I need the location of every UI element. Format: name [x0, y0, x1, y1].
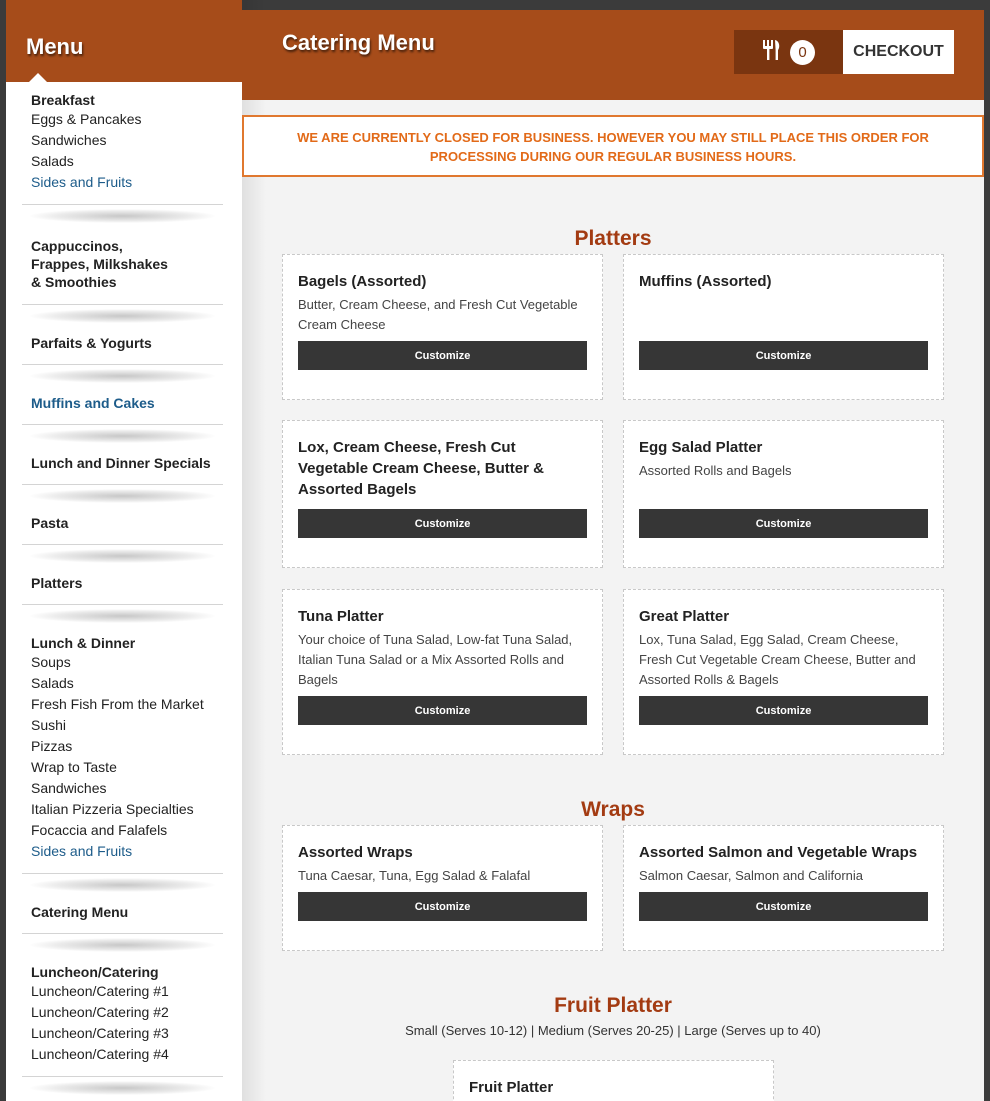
menu-card [282, 589, 603, 755]
menu-divider [22, 933, 223, 963]
menu-group-parfaits [31, 334, 242, 352]
sidebar-header [6, 0, 242, 82]
customize-button[interactable]: Customize [298, 696, 587, 725]
menu-divider [22, 304, 223, 334]
menu-card-description: Salmon Caesar, Salmon and California [639, 868, 864, 883]
menu-divider [22, 204, 223, 234]
menu-group-title[interactable]: Lunch & Dinner [31, 635, 136, 651]
menu-item[interactable]: Sandwiches [31, 780, 107, 796]
sidebar-title: Menu [26, 34, 84, 59]
menu-card-description: Tuna Caesar, Tuna, Egg Salad & Falafal [298, 868, 531, 883]
customize-button[interactable]: Customize [639, 892, 928, 921]
menu-card [453, 1060, 774, 1101]
menu-card-title: Fruit Platter [469, 1079, 554, 1096]
sidebar-notch [28, 73, 48, 83]
page-header [242, 10, 984, 100]
menu-group-title-line[interactable]: Cappuccinos, [31, 238, 123, 254]
menu-group-muffins [31, 394, 242, 412]
menu-divider [22, 364, 223, 394]
menu-divider [22, 484, 223, 514]
menu-item[interactable]: Salads [31, 675, 74, 691]
menu-item[interactable]: Sides and Fruits [31, 174, 133, 190]
menu-group-lunch-dinner [31, 634, 242, 862]
menu-divider [22, 544, 223, 574]
menu-group-title[interactable]: Platters [31, 575, 83, 591]
checkout-button[interactable]: CHECKOUT [843, 30, 954, 74]
menu-item[interactable]: Pizzas [31, 738, 73, 754]
menu-group-catering [31, 903, 242, 921]
section-subtitle-sizes: Small (Serves 10-12) | Medium (Serves 20-25) | Large (Serves up to 40) [405, 1023, 821, 1038]
menu-card-title: Assorted Wraps [298, 844, 413, 861]
menu-card [282, 254, 603, 400]
section-title-wraps: Wraps [581, 798, 645, 821]
menu-group-platters [31, 574, 242, 592]
menu-item[interactable]: Fresh Fish From the Market [31, 696, 204, 712]
menu-group-title[interactable]: Parfaits & Yogurts [31, 335, 152, 351]
menu-item[interactable]: Luncheon/Catering #2 [31, 1004, 169, 1020]
menu-item[interactable]: Italian Pizzeria Specialties [31, 801, 194, 817]
menu-group-title[interactable]: Muffins and Cakes [31, 395, 155, 411]
menu-card-title: Lox, Cream Cheese, Fresh Cut Vegetable Cream Cheese, Butter & Assorted Bagels [298, 439, 544, 498]
menu-group-title[interactable]: Breakfast [31, 92, 95, 108]
menu-divider [22, 424, 223, 454]
menu-group-title[interactable]: Lunch and Dinner Specials [31, 455, 211, 471]
menu-group-pasta [31, 514, 242, 532]
menu-card [282, 825, 603, 951]
main-content [242, 0, 984, 1101]
menu-card [282, 420, 603, 568]
menu-card [623, 589, 944, 755]
menu-group-lunch-dinner-specials [31, 454, 242, 472]
menu-item[interactable]: Luncheon/Catering #1 [31, 983, 169, 999]
sidebar-menu [6, 82, 242, 1101]
section-title-fruit-platter: Fruit Platter [554, 994, 672, 1017]
menu-group-title[interactable]: Luncheon/Catering [31, 964, 159, 980]
section-title-platters: Platters [574, 227, 652, 250]
closed-notice: WE ARE CURRENTLY CLOSED FOR BUSINESS. HOWEVER YOU MAY STILL PLACE THIS ORDER FOR PROCESSING DURING OUR REGULAR BUSINESS HOURS. [242, 115, 984, 177]
sidebar [6, 0, 242, 1101]
menu-divider [22, 604, 223, 634]
customize-button[interactable]: Customize [639, 509, 928, 538]
customize-button[interactable]: Customize [298, 509, 587, 538]
menu-item[interactable]: Soups [31, 654, 71, 670]
menu-card-description: Butter, Cream Cheese, and Fresh Cut Vegetable Cream Cheese [298, 297, 578, 332]
cart-count: 0 [790, 40, 815, 65]
menu-item[interactable]: Eggs & Pancakes [31, 111, 142, 127]
menu-divider [22, 1076, 223, 1101]
menu-item[interactable]: Luncheon/Catering #4 [31, 1046, 169, 1062]
menu-card-title: Tuna Platter [298, 608, 384, 625]
menu-item[interactable]: Sushi [31, 717, 67, 733]
menu-item[interactable]: Wrap to Taste [31, 759, 117, 775]
page-title: Catering Menu [282, 30, 435, 55]
customize-button[interactable]: Customize [639, 696, 928, 725]
customize-button[interactable]: Customize [639, 341, 928, 370]
menu-card-title: Muffins (Assorted) [639, 273, 772, 290]
menu-item[interactable]: Salads [31, 153, 74, 169]
menu-item[interactable]: Sides and Fruits [31, 843, 133, 859]
menu-item[interactable]: Focaccia and Falafels [31, 822, 168, 838]
menu-item[interactable]: Luncheon/Catering #3 [31, 1025, 169, 1041]
cart-button[interactable] [734, 30, 843, 74]
menu-card-description: Lox, Tuna Salad, Egg Salad, Cream Cheese, Fresh Cut Vegetable Cream Cheese, Butter and Assorted Rolls & Bagels [639, 632, 916, 687]
top-strip [242, 0, 984, 10]
menu-group-title[interactable]: Pasta [31, 515, 69, 531]
menu-card-description: Your choice of Tuna Salad, Low-fat Tuna Salad, Italian Tuna Salad or a Mix Assorted Rolls and Bagels [298, 632, 573, 687]
menu-card-title: Assorted Salmon and Vegetable Wraps [639, 844, 918, 861]
menu-card [623, 254, 944, 400]
customize-button[interactable]: Customize [298, 892, 587, 921]
menu-group-breakfast [31, 82, 242, 193]
menu-group-cappuccinos [31, 234, 242, 291]
menu-group-title-line[interactable]: & Smoothies [31, 274, 117, 290]
menu-card-title: Egg Salad Platter [639, 439, 763, 456]
menu-card-title: Great Platter [639, 608, 730, 625]
menu-group-title-line[interactable]: Frappes, Milkshakes [31, 256, 168, 272]
menu-group-title[interactable]: Catering Menu [31, 904, 129, 920]
fork-knife-icon [762, 39, 782, 66]
menu-divider [22, 873, 223, 903]
menu-group-luncheon-catering [31, 963, 242, 1065]
menu-card [623, 420, 944, 568]
menu-card-title: Bagels (Assorted) [298, 273, 427, 290]
menu-card [623, 825, 944, 951]
menu-card-description: Assorted Rolls and Bagels [639, 463, 792, 478]
customize-button[interactable]: Customize [298, 341, 587, 370]
menu-item[interactable]: Sandwiches [31, 132, 107, 148]
